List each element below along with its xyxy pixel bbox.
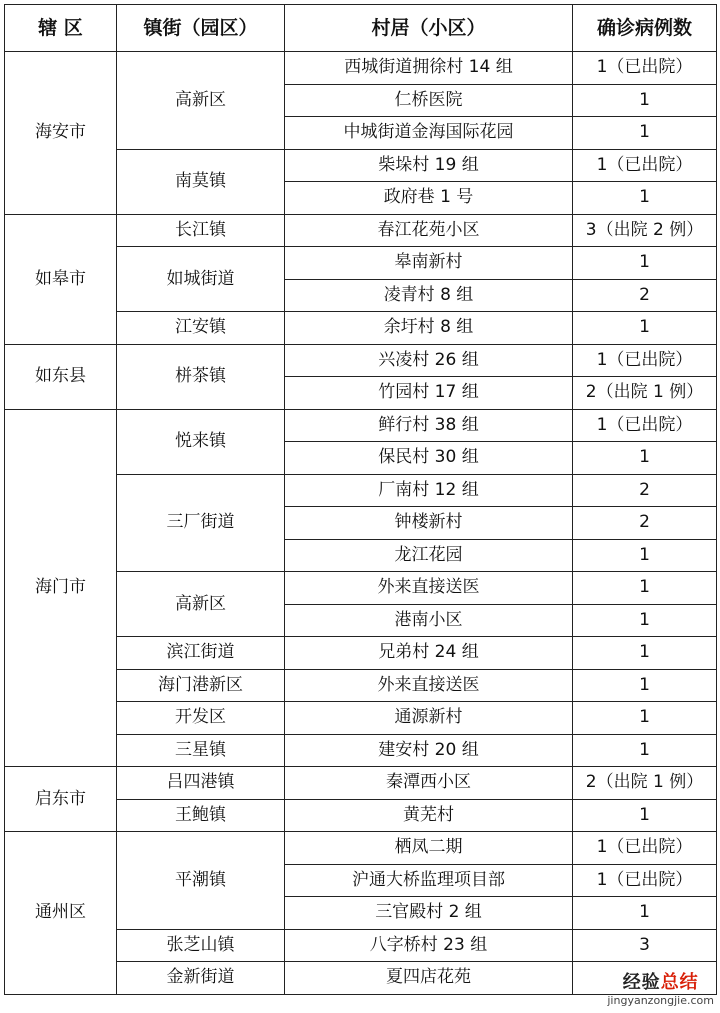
village-cell: 厂南村 12 组 [285,474,573,507]
cases-cell: 2 [573,507,717,540]
village-cell: 通源新村 [285,702,573,735]
case-table [4,4,717,995]
cases-cell: 1 [573,84,717,117]
cases-cell: 1 [573,442,717,475]
village-cell: 余圩村 8 组 [285,312,573,345]
cases-cell: 2（出院 1 例） [573,377,717,410]
village-cell: 兴凌村 26 组 [285,344,573,377]
village-cell: 皋南新村 [285,247,573,280]
district-cell: 启东市 [5,767,117,832]
village-cell: 政府巷 1 号 [285,182,573,215]
village-cell: 外来直接送医 [285,572,573,605]
village-cell: 鲜行村 38 组 [285,409,573,442]
district-cell: 海安市 [5,52,117,215]
village-cell: 黄芜村 [285,799,573,832]
watermark-url: jingyanzongjie.com [607,994,714,1007]
header-district: 辖 区 [5,5,117,52]
town-cell: 吕四港镇 [117,767,285,800]
village-cell: 八字桥村 23 组 [285,929,573,962]
village-cell: 兄弟村 24 组 [285,637,573,670]
cases-cell: 1 [573,117,717,150]
cases-cell: 1 [573,702,717,735]
town-cell: 平潮镇 [117,832,285,930]
town-cell: 如城街道 [117,247,285,312]
header-row [5,5,717,52]
town-cell: 南莫镇 [117,149,285,214]
table-row [5,52,717,85]
cases-cell: 1 [573,897,717,930]
village-cell: 栖凤二期 [285,832,573,865]
town-cell: 高新区 [117,572,285,637]
village-cell: 钟楼新村 [285,507,573,540]
town-cell: 张芝山镇 [117,929,285,962]
town-cell: 金新街道 [117,962,285,995]
town-cell: 开发区 [117,702,285,735]
village-cell: 西城街道拥徐村 14 组 [285,52,573,85]
village-cell: 建安村 20 组 [285,734,573,767]
village-cell: 龙江花园 [285,539,573,572]
town-cell: 江安镇 [117,312,285,345]
town-cell: 栟茶镇 [117,344,285,409]
village-cell: 三官殿村 2 组 [285,897,573,930]
cases-cell: 3 [573,929,717,962]
table-row [5,344,717,377]
table-row [5,214,717,247]
cases-cell: 1（已出院） [573,864,717,897]
header-cases: 确诊病例数 [573,5,717,52]
village-cell: 中城街道金海国际花园 [285,117,573,150]
cases-cell: 3（出院 2 例） [573,214,717,247]
district-cell: 通州区 [5,832,117,995]
village-cell: 仁桥医院 [285,84,573,117]
table-row [5,409,717,442]
district-cell: 如东县 [5,344,117,409]
village-cell: 沪通大桥监理项目部 [285,864,573,897]
watermark-title [607,968,714,994]
village-cell: 柴垛村 19 组 [285,149,573,182]
village-cell: 外来直接送医 [285,669,573,702]
village-cell: 港南小区 [285,604,573,637]
cases-cell: 2 [573,279,717,312]
town-cell: 悦来镇 [117,409,285,474]
cases-cell: 1 [573,572,717,605]
village-cell: 春江花苑小区 [285,214,573,247]
cases-cell: 1 [573,799,717,832]
town-cell: 三星镇 [117,734,285,767]
cases-cell: 1 [573,734,717,767]
case-table-container [4,4,716,995]
cases-cell: 1 [573,604,717,637]
district-cell: 如皋市 [5,214,117,344]
village-cell: 保民村 30 组 [285,442,573,475]
table-body [5,52,717,995]
watermark-title-part1: 经验 [622,972,661,993]
cases-cell: 1（已出院） [573,409,717,442]
cases-cell: 1（已出院） [573,52,717,85]
header-village: 村居（小区） [285,5,573,52]
watermark-title-part2: 总结 [660,972,699,993]
cases-cell: 1 [573,182,717,215]
cases-cell: 1（已出院） [573,832,717,865]
header-town: 镇街（园区） [117,5,285,52]
cases-cell: 1（已出院） [573,149,717,182]
cases-cell: 1 [573,539,717,572]
cases-cell: 2（出院 1 例） [573,767,717,800]
village-cell: 凌青村 8 组 [285,279,573,312]
district-cell: 海门市 [5,409,117,767]
cases-cell: 1 [573,637,717,670]
table-row [5,832,717,865]
town-cell: 高新区 [117,52,285,150]
table-row [5,767,717,800]
cases-cell: 1 [573,312,717,345]
cases-cell: 1 [573,669,717,702]
town-cell: 王鲍镇 [117,799,285,832]
town-cell: 滨江街道 [117,637,285,670]
town-cell: 三厂街道 [117,474,285,572]
cases-cell: 2 [573,474,717,507]
watermark [607,968,714,1007]
village-cell: 夏四店花苑 [285,962,573,995]
village-cell: 秦潭西小区 [285,767,573,800]
town-cell: 长江镇 [117,214,285,247]
village-cell: 竹园村 17 组 [285,377,573,410]
cases-cell: 1（已出院） [573,344,717,377]
town-cell: 海门港新区 [117,669,285,702]
cases-cell: 1 [573,247,717,280]
